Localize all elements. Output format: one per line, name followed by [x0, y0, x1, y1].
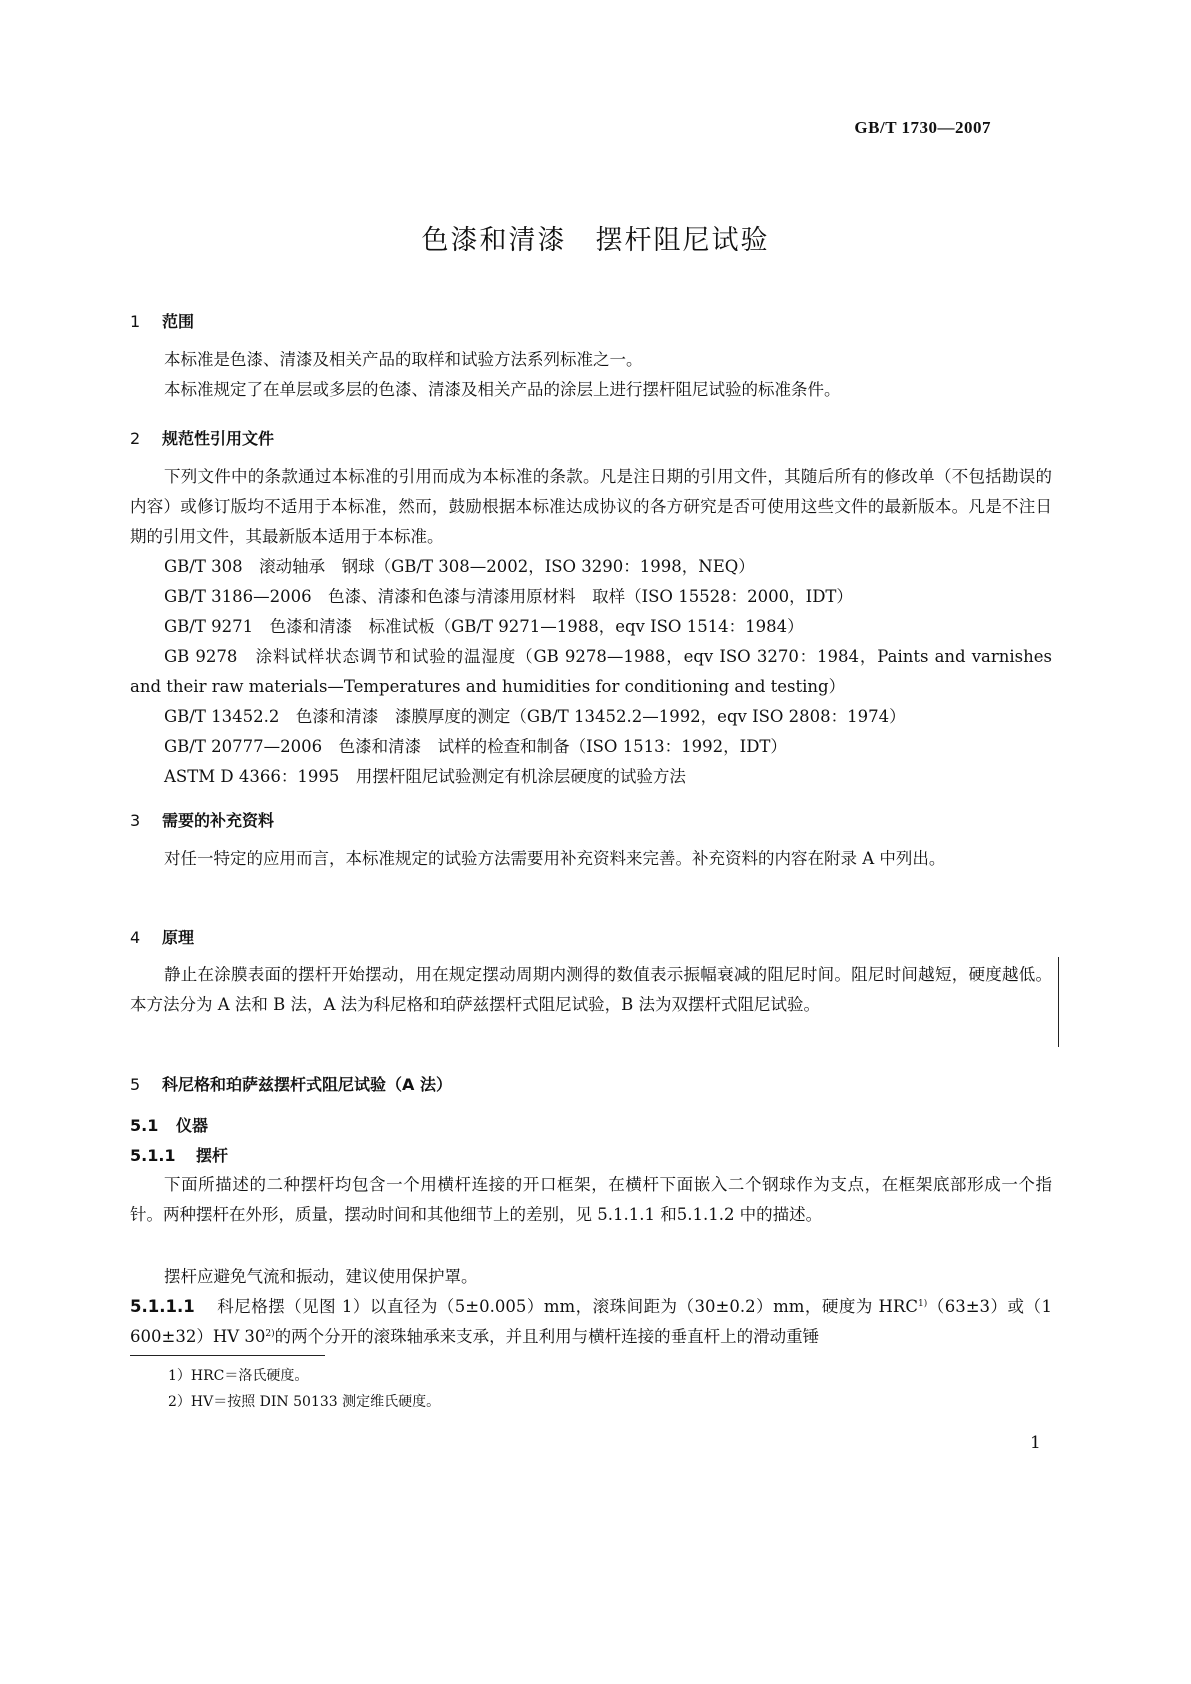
section-5-heading — [130, 1072, 452, 1095]
reference-item: GB/T 3186—2006 色漆、清漆和色漆与清漆用原材料 取样（ISO 15528：2000，IDT） — [164, 587, 853, 606]
paragraph: 本标准是色漆、清漆及相关产品的取样和试验方法系列标准之一。 — [164, 350, 643, 369]
section-number: 5.1 — [130, 1116, 159, 1135]
section-title: 仪器 — [176, 1116, 209, 1135]
section-number: 2 — [130, 429, 141, 448]
reference-item: GB/T 13452.2 色漆和清漆 漆膜厚度的测定（GB/T 13452.2—1992，eqv ISO 2808：1974） — [164, 707, 906, 726]
footnote-marker: 2) — [265, 1329, 275, 1339]
reference-item: GB/T 308 滚动轴承 钢球（GB/T 308—2002，ISO 3290：1998，NEQ） — [164, 557, 755, 576]
paragraph: 下列文件中的条款通过本标准的引用而成为本标准的条款。凡是注日期的引用文件，其随后所有的修改单（不包括勘误的内容）或修订版均不适用于本标准，然而，鼓励根据本标准达成协议的各方研究是否可使用这些文件的最新版本。凡是不注日期的引用文件，其最新版本适用于本标准。 — [130, 467, 1052, 546]
section-3-heading — [130, 808, 274, 831]
section-number: 1 — [130, 312, 141, 331]
section-number: 3 — [130, 811, 141, 830]
paragraph: 本标准规定了在单层或多层的色漆、清漆及相关产品的涂层上进行摆杆阻尼试验的标准条件。 — [164, 380, 841, 399]
footnote: 1）HRC＝洛氏硬度。 — [168, 1368, 309, 1384]
section-title: 原理 — [162, 928, 195, 947]
reference-item: GB/T 9271 色漆和清漆 标准试板（GB/T 9271—1988，eqv ISO 1514：1984） — [164, 617, 804, 636]
page-number: 1 — [1030, 1433, 1041, 1453]
text-run: （63±3）或（1 600±32）HV 30 — [130, 1297, 1052, 1346]
paragraph-5-1-1-1 — [130, 1292, 1052, 1352]
paragraph: 对任一特定的应用而言，本标准规定的试验方法需要用补充资料来完善。补充资料的内容在附录 A 中列出。 — [164, 849, 946, 868]
paragraph: 摆杆应避免气流和振动，建议使用保护罩。 — [164, 1267, 478, 1286]
text-run: 的两个分开的滚珠轴承来支承，并且利用与横杆连接的垂直杆上的滑动重锤 — [274, 1327, 820, 1346]
section-title: 范围 — [162, 312, 195, 331]
reference-item: ASTM D 4366：1995 用摆杆阻尼试验测定有机涂层硬度的试验方法 — [164, 767, 686, 786]
section-title: 规范性引用文件 — [162, 429, 275, 448]
section-4-heading — [130, 925, 194, 948]
document-title: 色漆和清漆 摆杆阻尼试验 — [421, 225, 770, 256]
paragraph: 下面所描述的二种摆杆均包含一个用横杆连接的开口框架，在横杆下面嵌入二个钢球作为支点，在框架底部形成一个指针。两种摆杆在外形，质量，摆动时间和其他细节上的差别，见 5.1.1.1 和5.1.1.2 中的描述。 — [130, 1175, 1052, 1224]
section-title: 需要的补充资料 — [162, 811, 275, 830]
section-number: 5.1.1.1 — [130, 1297, 195, 1316]
section-title: 科尼格和珀萨兹摆杆式阻尼试验（A 法） — [162, 1075, 452, 1094]
section-number: 4 — [130, 928, 141, 947]
subsection-5-1-1-heading — [130, 1143, 228, 1166]
footnote-rule — [130, 1355, 325, 1356]
section-title: 摆杆 — [196, 1146, 229, 1165]
section-1-heading — [130, 309, 194, 332]
footnote-marker: 1) — [917, 1299, 928, 1309]
text-run: 科尼格摆（见图 1）以直径为（5±0.005）mm，滚珠间距为（30±0.2）mm，硬度为 HRC — [216, 1297, 918, 1316]
subsection-5-1-heading — [130, 1113, 208, 1136]
standard-code: GB/T 1730—2007 — [854, 118, 991, 137]
section-number: 5.1.1 — [130, 1146, 176, 1165]
revision-bar — [1058, 957, 1059, 1047]
section-2-heading — [130, 426, 274, 449]
reference-item: GB 9278 涂料试样状态调节和试验的温湿度（GB 9278—1988，eqv ISO 3270：1984，Paints and varnishes and their raw materials—Temperatures and humidities for conditioning and testing） — [130, 647, 1052, 696]
paragraph: 静止在涂膜表面的摆杆开始摆动，用在规定摆动周期内测得的数值表示振幅衰减的阻尼时间。阻尼时间越短，硬度越低。本方法分为 A 法和 B 法，A 法为科尼格和珀萨兹摆杆式阻尼试验，B 法为双摆杆式阻尼试验。 — [130, 965, 1052, 1014]
footnote: 2）HV＝按照 DIN 50133 测定维氏硬度。 — [168, 1394, 441, 1410]
reference-item: GB/T 20777—2006 色漆和清漆 试样的检查和制备（ISO 1513：1992，IDT） — [164, 737, 787, 756]
section-number: 5 — [130, 1075, 141, 1094]
